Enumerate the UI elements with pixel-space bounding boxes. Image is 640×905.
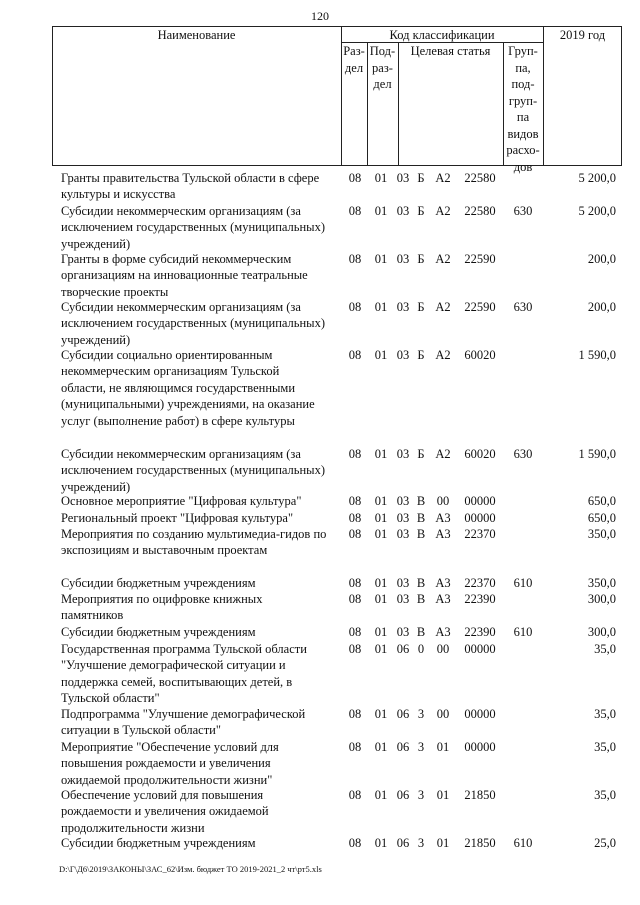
row-name <box>61 706 341 739</box>
row-code-t3: А2 <box>435 447 451 461</box>
row-name-line: Субсидии бюджетным учреждениям <box>61 576 256 590</box>
row-code-rz: 08 <box>348 348 362 362</box>
row-name-line: ситуации в Тульской области" <box>61 723 221 738</box>
row-code-t2: В <box>416 625 426 639</box>
row-name <box>61 493 341 509</box>
row-name <box>61 446 341 495</box>
row-code-t2: 3 <box>417 740 425 754</box>
header-group-line: дов <box>513 159 533 174</box>
row-code-t1: 03 <box>396 447 410 461</box>
row-code-t3: А2 <box>435 204 451 218</box>
row-code-t2: Б <box>417 300 425 314</box>
row-amount: 350,0 <box>587 576 616 590</box>
row-code-rz: 08 <box>348 494 362 508</box>
row-code-t1: 03 <box>396 171 410 185</box>
row-code-t2: Б <box>417 171 425 185</box>
row-name-line: организациям на инновационные театральные <box>61 268 308 283</box>
row-name-line: Мероприятия по созданию мультимедиа-гидов по <box>61 527 327 541</box>
row-code-t4: 00000 <box>464 642 496 656</box>
row-name-line: исключением государственных (муниципальных) <box>61 316 325 331</box>
row-amount: 650,0 <box>587 494 616 508</box>
row-code-t2: 3 <box>417 836 425 850</box>
row-amount: 300,0 <box>587 625 616 639</box>
row-code-t3: 00 <box>436 707 450 721</box>
row-name-line: памятников <box>61 608 124 623</box>
row-code-t4: 00000 <box>464 707 496 721</box>
row-name-line: экспозициям и выставочным проектам <box>61 543 268 558</box>
row-amount: 25,0 <box>594 836 616 850</box>
header-subsection-line: раз- <box>372 60 393 75</box>
header-group-line: под- <box>511 77 535 91</box>
row-code-rz: 08 <box>348 625 362 639</box>
row-name-line: творческие проекты <box>61 284 169 299</box>
row-amount: 35,0 <box>594 788 616 802</box>
row-code-t4: 00000 <box>464 511 496 525</box>
row-code-t1: 06 <box>396 707 410 721</box>
row-name <box>61 591 341 624</box>
row-name-line: исключением государственных (муниципальных) <box>61 463 325 478</box>
row-code-t4: 22590 <box>464 252 496 266</box>
header-classification: Код классификации <box>389 28 495 42</box>
row-code-rz: 08 <box>348 707 362 721</box>
row-name-line: учреждений) <box>61 332 131 347</box>
row-name-line: Субсидии социально ориентированным <box>61 348 273 362</box>
row-name-line: Субсидии некоммерческим организациям (за <box>61 447 301 461</box>
row-name <box>61 510 341 526</box>
row-name-line: Мероприятие "Обеспечение условий для <box>61 740 279 754</box>
row-code-vr: 610 <box>513 576 533 590</box>
row-code-t2: В <box>416 592 426 606</box>
row-name-line: области, не являющимся государственными <box>61 380 296 395</box>
header-group-line: па, <box>515 60 531 75</box>
header-group-line: Груп- <box>508 44 538 58</box>
row-code-t4: 22390 <box>464 592 496 606</box>
row-code-pr: 01 <box>374 527 388 541</box>
row-code-pr: 01 <box>374 836 388 850</box>
row-code-rz: 08 <box>348 300 362 314</box>
row-code-t4: 22580 <box>464 171 496 185</box>
row-code-pr: 01 <box>374 511 388 525</box>
row-code-t1: 03 <box>396 625 410 639</box>
row-code-rz: 08 <box>348 576 362 590</box>
row-code-t1: 03 <box>396 576 410 590</box>
row-code-t1: 06 <box>396 740 410 754</box>
row-code-rz: 08 <box>348 592 362 606</box>
row-code-t1: 06 <box>396 788 410 802</box>
row-code-rz: 08 <box>348 740 362 754</box>
row-code-t3: А3 <box>435 625 451 639</box>
row-name <box>61 739 341 788</box>
row-code-t2: В <box>416 576 426 590</box>
row-code-t4: 22390 <box>464 625 496 639</box>
row-code-rz: 08 <box>348 836 362 850</box>
row-name <box>61 299 341 348</box>
header-group-line: па <box>516 110 530 124</box>
row-code-pr: 01 <box>374 788 388 802</box>
header-group-line: расхо- <box>506 143 540 157</box>
row-code-t3: 01 <box>436 788 450 802</box>
row-code-t2: 3 <box>417 707 425 721</box>
row-name <box>61 624 341 640</box>
row-name <box>61 575 341 591</box>
row-code-t1: 03 <box>396 511 410 525</box>
row-code-t3: А2 <box>435 348 451 362</box>
row-code-t3: 00 <box>436 494 450 508</box>
header-section-line: Раз- <box>343 44 365 58</box>
row-code-t4: 22580 <box>464 204 496 218</box>
row-code-t2: Б <box>417 204 425 218</box>
row-code-t4: 22590 <box>464 300 496 314</box>
row-name <box>61 835 341 851</box>
row-code-t2: В <box>416 527 426 541</box>
row-code-pr: 01 <box>374 625 388 639</box>
row-code-rz: 08 <box>348 788 362 802</box>
row-amount: 1 590,0 <box>578 447 616 461</box>
row-name-line: Тульской области" <box>61 691 160 706</box>
footer-file-path: D:\Г\Д6\2019\ЗАКОНЫ\ЗАС_62\Изм. бюджет ТО 2019-2021_2 чт\рт5.xls <box>59 864 322 874</box>
header-subsection-line: дел <box>373 77 392 91</box>
row-name-line: Основное мероприятие "Цифровая культура" <box>61 494 302 508</box>
row-code-pr: 01 <box>374 592 388 606</box>
row-code-t2: Б <box>417 348 425 362</box>
row-code-pr: 01 <box>374 252 388 266</box>
row-name-line: культуры и искусства <box>61 187 176 202</box>
row-code-pr: 01 <box>374 348 388 362</box>
row-code-t3: 00 <box>436 642 450 656</box>
row-name-line: продолжительности жизни <box>61 820 205 835</box>
row-name <box>61 526 341 559</box>
row-name-line: "Улучшение демографической ситуации и <box>61 658 286 673</box>
row-code-t2: 3 <box>417 788 425 802</box>
row-code-t4: 60020 <box>464 447 496 461</box>
row-code-t2: В <box>416 494 426 508</box>
row-code-rz: 08 <box>348 642 362 656</box>
row-name-line: повышения рождаемости и увеличения <box>61 756 271 771</box>
row-name-line: учреждений) <box>61 236 131 251</box>
row-code-rz: 08 <box>348 204 362 218</box>
row-name-line: Мероприятия по оцифровке книжных <box>61 592 263 606</box>
row-code-t3: А2 <box>435 171 451 185</box>
row-code-t3: А3 <box>435 576 451 590</box>
row-code-t2: Б <box>417 252 425 266</box>
row-name-line: исключением государственных (муниципальных) <box>61 220 325 235</box>
row-code-rz: 08 <box>348 527 362 541</box>
row-name <box>61 251 341 300</box>
row-code-t3: А3 <box>435 511 451 525</box>
row-amount: 35,0 <box>594 707 616 721</box>
row-code-vr: 630 <box>513 300 533 314</box>
row-code-t1: 03 <box>396 348 410 362</box>
row-name <box>61 641 341 707</box>
row-name-line: Государственная программа Тульской области <box>61 642 307 656</box>
header-section-line: дел <box>344 60 364 75</box>
row-code-t3: А2 <box>435 252 451 266</box>
row-code-t1: 06 <box>396 642 410 656</box>
row-code-t3: А3 <box>435 527 451 541</box>
row-name-line: Региональный проект "Цифровая культура" <box>61 511 294 525</box>
row-code-t3: А2 <box>435 300 451 314</box>
header-year: 2019 год <box>559 28 606 42</box>
header-name: Наименование <box>157 28 236 42</box>
row-name <box>61 203 341 252</box>
row-code-t1: 03 <box>396 592 410 606</box>
row-code-t4: 60020 <box>464 348 496 362</box>
row-code-pr: 01 <box>374 171 388 185</box>
row-code-t4: 21850 <box>464 788 496 802</box>
row-amount: 35,0 <box>594 642 616 656</box>
row-amount: 35,0 <box>594 740 616 754</box>
row-code-t4: 22370 <box>464 576 496 590</box>
row-name-line: поддержка семей, воспитывающих детей, в <box>61 674 293 689</box>
row-name <box>61 787 341 836</box>
row-code-vr: 630 <box>513 204 533 218</box>
row-code-t1: 03 <box>396 527 410 541</box>
row-name <box>61 347 341 429</box>
row-code-t3: 01 <box>436 740 450 754</box>
row-name-line: некоммерческим организациям Тульской <box>61 364 280 379</box>
row-name-line: ожидаемой продолжительности жизни" <box>61 772 273 787</box>
header-group-line: груп- <box>508 93 538 108</box>
row-code-t1: 06 <box>396 836 410 850</box>
row-code-t3: 01 <box>436 836 450 850</box>
header-target-article: Целевая статья <box>410 44 491 58</box>
header-group-line: видов <box>507 126 539 141</box>
row-code-t2: В <box>416 511 426 525</box>
row-code-t1: 03 <box>396 300 410 314</box>
row-code-t4: 21850 <box>464 836 496 850</box>
row-amount: 650,0 <box>587 511 616 525</box>
row-code-pr: 01 <box>374 707 388 721</box>
row-code-vr: 610 <box>513 625 533 639</box>
row-amount: 1 590,0 <box>578 348 616 362</box>
row-name-line: Субсидии бюджетным учреждениям <box>61 836 256 850</box>
row-amount: 200,0 <box>587 252 616 266</box>
row-name-line: Обеспечение условий для повышения <box>61 788 264 802</box>
row-name-line: Подпрограмма "Улучшение демографической <box>61 707 306 721</box>
row-code-pr: 01 <box>374 300 388 314</box>
row-code-rz: 08 <box>348 447 362 461</box>
row-code-pr: 01 <box>374 447 388 461</box>
row-code-t1: 03 <box>396 494 410 508</box>
row-name-line: Субсидии бюджетным учреждениям <box>61 625 256 639</box>
row-code-t4: 22370 <box>464 527 496 541</box>
row-code-pr: 01 <box>374 576 388 590</box>
row-code-rz: 08 <box>348 171 362 185</box>
row-amount: 5 200,0 <box>578 204 616 218</box>
row-code-pr: 01 <box>374 494 388 508</box>
row-code-pr: 01 <box>374 204 388 218</box>
row-code-t2: 0 <box>417 642 425 656</box>
row-name-line: Субсидии некоммерческим организациям (за <box>61 300 301 314</box>
row-code-t4: 00000 <box>464 494 496 508</box>
row-code-vr: 630 <box>513 447 533 461</box>
page-number: 120 <box>311 9 329 23</box>
row-code-pr: 01 <box>374 642 388 656</box>
row-amount: 200,0 <box>587 300 616 314</box>
row-name-line: (муниципальными) учреждениями, на оказание <box>61 397 315 412</box>
row-code-t1: 03 <box>396 204 410 218</box>
row-code-t4: 00000 <box>464 740 496 754</box>
row-name-line: Гранты правительства Тульской области в сфере <box>61 171 320 185</box>
row-amount: 5 200,0 <box>578 171 616 185</box>
row-code-pr: 01 <box>374 740 388 754</box>
row-code-vr: 610 <box>513 836 533 850</box>
row-name <box>61 170 341 203</box>
row-name-line: услуг (выполнение работ) в сфере культуры <box>61 413 295 428</box>
row-name-line: Гранты в форме субсидий некоммерческим <box>61 252 292 266</box>
row-name-line: учреждений) <box>61 479 131 494</box>
row-code-t1: 03 <box>396 252 410 266</box>
row-code-rz: 08 <box>348 252 362 266</box>
row-code-rz: 08 <box>348 511 362 525</box>
row-code-t3: А3 <box>435 592 451 606</box>
row-name-line: Субсидии некоммерческим организациям (за <box>61 204 301 218</box>
row-code-t2: Б <box>417 447 425 461</box>
row-name-line: рождаемости и увеличения ожидаемой <box>61 804 269 819</box>
row-amount: 300,0 <box>587 592 616 606</box>
row-amount: 350,0 <box>587 527 616 541</box>
header-subsection-line: Под- <box>369 44 396 58</box>
